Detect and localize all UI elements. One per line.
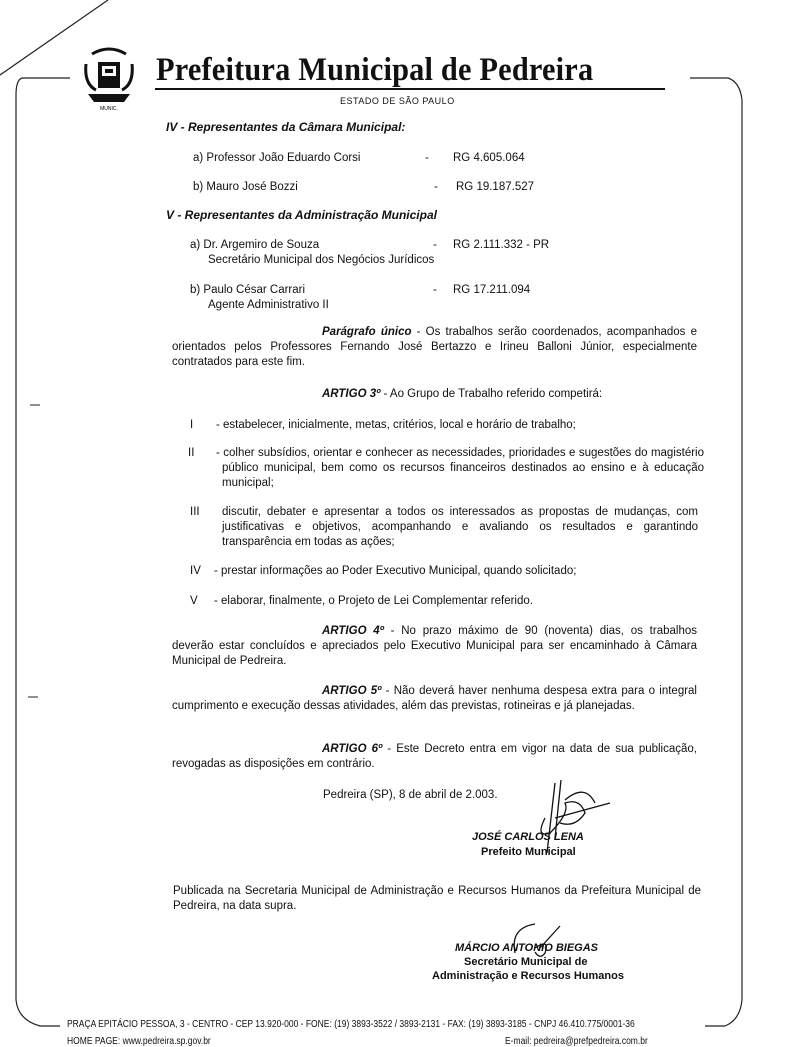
svg-text:MUNIC.: MUNIC. bbox=[100, 106, 118, 112]
footer-address: PRAÇA EPITÁCIO PESSOA, 3 - CENTRO - CEP 13.920-000 - FONE: (19) 3893-3522 / 3893-2131 - FAX: (19) 3893-3185 - CNPJ 46.410.775/0001-36 bbox=[67, 1019, 635, 1030]
member-label: a) Dr. Argemiro de Souza bbox=[190, 239, 320, 251]
inciso-text: - elaborar, finalmente, o Projeto de Lei Complementar referido. bbox=[214, 595, 533, 607]
inciso-num: I bbox=[190, 419, 194, 431]
footer-homepage: HOME PAGE: www.pedreira.sp.gov.br bbox=[67, 1036, 211, 1047]
artigo-text: - Não deverá haver nenhuma despesa extra para o integral cumprimento e execução dessas atividades, além das previstas, rotineiras e já planejadas. bbox=[172, 685, 697, 712]
artigo-5 bbox=[172, 684, 697, 714]
dash: - bbox=[434, 181, 438, 193]
artigo-lead: ARTIGO 5º bbox=[322, 685, 382, 697]
title-underline bbox=[155, 88, 665, 90]
member-role: Agente Administrativo II bbox=[208, 299, 329, 311]
member-rg: RG 17.211.094 bbox=[453, 284, 531, 296]
artigo-text: - Este Decreto entra em vigor na data de sua publicação, revogadas as disposições em contrário. bbox=[172, 743, 697, 770]
artigo-lead: ARTIGO 3º bbox=[322, 388, 381, 400]
date-line: Pedreira (SP), 8 de abril de 2.003. bbox=[323, 789, 498, 801]
artigo-4 bbox=[172, 624, 697, 669]
signatory-name: JOSÉ CARLOS LENA bbox=[472, 831, 584, 843]
dash: - bbox=[425, 152, 429, 164]
artigo-6 bbox=[172, 742, 697, 772]
artigo-3 bbox=[172, 387, 697, 402]
inciso-num: III bbox=[190, 506, 200, 518]
paragrafo-text: - Os trabalhos serão coordenados, acompanhados e orientados pelos Professores Fernando José Bertazzo e Irineu Balloni Júnior, especialmente contratados para este fim. bbox=[172, 326, 697, 368]
artigo-lead: ARTIGO 6º bbox=[322, 743, 383, 755]
member-label: b) Paulo César Carrari bbox=[190, 284, 306, 296]
member-rg: RG 4.605.064 bbox=[453, 152, 525, 164]
member-rg: RG 19.187.527 bbox=[456, 181, 535, 193]
artigo-lead: ARTIGO 4º bbox=[322, 625, 384, 637]
section-iv-heading: IV - Representantes da Câmara Municipal: bbox=[166, 120, 406, 134]
artigo-text: - Ao Grupo de Trabalho referido competirá: bbox=[380, 388, 603, 400]
member-label: a) Professor João Eduardo Corsi bbox=[193, 152, 361, 164]
municipal-crest-logo bbox=[80, 44, 138, 116]
signatory-department: Administração e Recursos Humanos bbox=[432, 970, 624, 982]
page-title: Prefeitura Municipal de Pedreira bbox=[156, 52, 594, 88]
paragrafo-unico bbox=[172, 325, 697, 370]
inciso-text: - estabelecer, inicialmente, metas, critérios, local e horário de trabalho; bbox=[216, 419, 576, 431]
signatory-title: Prefeito Municipal bbox=[481, 846, 576, 858]
section-v-heading: V - Representantes da Administração Municipal bbox=[166, 208, 437, 222]
state-subtitle: ESTADO DE SÃO PAULO bbox=[340, 96, 455, 106]
member-rg: RG 2.111.332 - PR bbox=[453, 239, 550, 251]
dash: - bbox=[433, 284, 437, 296]
inciso-text: - prestar informações ao Poder Executivo Municipal, quando solicitado; bbox=[214, 565, 577, 577]
inciso-text: discutir, debater e apresentar a todos os interessados as propostas de mudanças, com justificativas e objetivos, acompanhando e avaliando os resultados e garantindo transparência em todas as ações; bbox=[222, 506, 698, 548]
artigo-text: - No prazo máximo de 90 (noventa) dias, os trabalhos deverão estar concluídos e apreciados pelo Executivo Municipal para ser encaminhado à Câmara Municipal de Pedreira. bbox=[172, 625, 697, 667]
publication-note: Publicada na Secretaria Municipal de Administração e Recursos Humanos da Prefeitura Municipal de Pedreira, na data supra. bbox=[173, 885, 701, 912]
inciso-num: IV bbox=[190, 565, 201, 577]
signatory-title: Secretário Municipal de bbox=[464, 956, 588, 968]
inciso-text: - colher subsídios, orientar e conhecer as necessidades, prioridades e sugestões do magistério público municipal, bem como os recursos financeiros destinados ao ensino e à educação municipal; bbox=[216, 447, 704, 489]
signatory-name: MÁRCIO ANTONIO BIEGAS bbox=[455, 942, 599, 954]
inciso-num: II bbox=[188, 447, 195, 459]
paragrafo-lead: Parágrafo único bbox=[322, 326, 412, 338]
footer-email: E-mail: pedreira@prefpedreira.com.br bbox=[505, 1036, 648, 1047]
member-role: Secretário Municipal dos Negócios Jurídicos bbox=[208, 254, 435, 266]
inciso-num: V bbox=[190, 595, 198, 607]
dash: - bbox=[433, 239, 437, 251]
member-label: b) Mauro José Bozzi bbox=[193, 181, 298, 193]
